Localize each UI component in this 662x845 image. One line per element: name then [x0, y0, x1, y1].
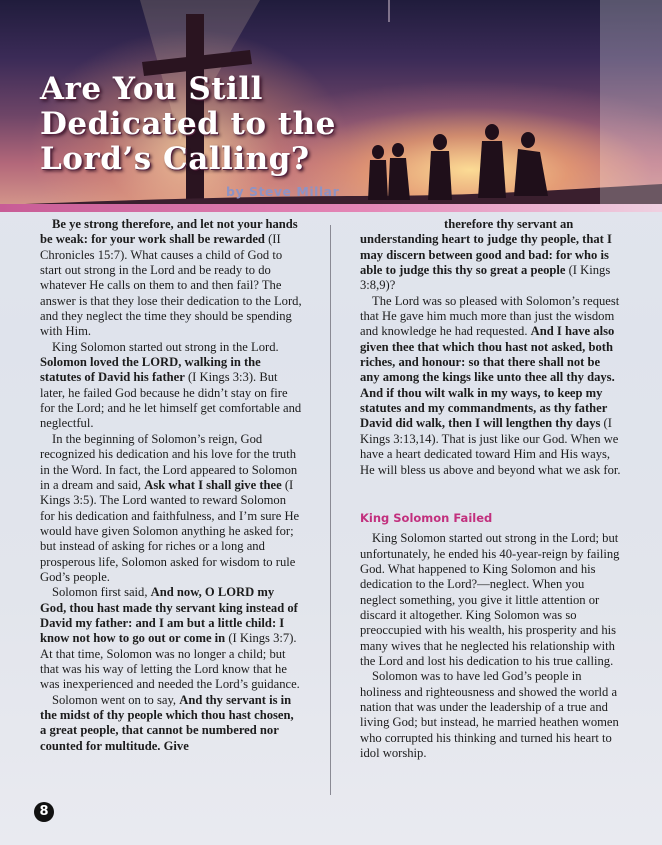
scripture-quote: And now, O LORD my God, thou hast made thy servant king instead of David my father: and I am but a little child: I know not how to go out or come in	[40, 585, 298, 646]
paragraph	[360, 217, 622, 294]
body-text: King Solomon started out strong in the Lord.	[52, 339, 279, 354]
paragraph	[360, 294, 622, 478]
page-number: 8	[34, 802, 54, 822]
scripture-quote: Ask what I shall give thee	[144, 477, 282, 492]
scripture-quote: And I have also given thee that which thou hast not asked, both riches, and honour: so that there shall not be any among the kings like unto thee all thy days. And if thou wilt walk in my ways, to keep my statutes and my commandments, as thy father David did walk, then I will lengthen thy days	[360, 324, 615, 431]
paragraph	[360, 531, 622, 669]
body-text: (I Kings 3:8,9)?	[360, 263, 611, 293]
body-text: In the beginning of Solomon’s reign, God recognized his dedication and his love for the truth in the Word. In fact, the Lord appeared to Solomon in a dream and said,	[40, 431, 298, 492]
section-subheading: King Solomon Failed	[360, 510, 493, 525]
right-column	[360, 217, 622, 761]
body-text: (I Kings 3:5). The Lord wanted to reward Solomon for his dedication and faithfulness, and I’m sure He would have given Solomon anything he asked for; but instead of asking for riches or a long and prosperous life, Solomon asked for wisdom to rule God’s people.	[40, 477, 300, 584]
paragraph	[40, 585, 302, 692]
body-text: King Solomon started out strong in the Lord; but unfortunately, he ended his 40-year-reign by failing God. What happened to King Solomon and his dedication to the Lord?—neglect. When you neglect something, you give it little attention or discard it altogether. King Solomon was so preoccupied with his wealth, his prosperity and his many wives that he neglected his relationship with the Lord and lost his dedication to his true calling.	[360, 531, 620, 668]
body-text: Solomon went on to say,	[52, 692, 180, 707]
paragraph	[40, 217, 302, 340]
pink-stripe	[0, 204, 662, 212]
right-column-top	[360, 217, 622, 478]
body-text: (I Kings 3:3). But later, he failed God because he didn’t stay on fire for the Lord; and he let himself get comfortable and neglectful.	[40, 370, 302, 431]
scripture-quote: Be ye strong therefore, and let not your hands be weak: for your work shall be rewarded	[40, 217, 298, 247]
paragraph	[360, 669, 622, 761]
body-text: (II Chronicles 15:7). What causes a child of God to start out strong in the Lord and be ready to do whatever He calls on them to and then fail? The answer is that they lose their dedication to the Lord, and they neglect the time they should be spending with Him.	[40, 232, 302, 339]
column-divider	[330, 225, 331, 795]
scripture-quote: And thy servant is in the midst of thy people which thou hast chosen, a great people, that cannot be numbered nor counted for multitude. Give	[40, 692, 294, 753]
byline: by Steve Millar	[226, 184, 340, 199]
article-title	[40, 72, 400, 177]
scripture-quote: therefore thy servant an understanding heart to judge thy people, that I may discern between good and bad: for who is able to judge this thy so great a people	[360, 217, 612, 278]
right-haze	[600, 0, 662, 210]
body-text: The Lord was so pleased with Solomon’s request that He gave him much more than just the wisdom and knowledge he had requested.	[360, 293, 620, 339]
right-column-bottom	[360, 531, 622, 761]
paragraph	[40, 432, 302, 585]
header-banner	[0, 0, 662, 210]
title-line: Dedicated to the	[40, 106, 336, 142]
body-text: Solomon first said,	[52, 585, 151, 600]
title-line: Lord’s Calling?	[40, 141, 310, 177]
left-column	[40, 217, 302, 754]
title-line: Are You Still	[40, 71, 263, 107]
paragraph	[40, 340, 302, 432]
scripture-quote: Solomon loved the LORD, walking in the statutes of David his father	[40, 355, 261, 385]
body-text: Solomon was to have led God’s people in holiness and righteousness and showed the world a nation that was under the leadership of a true and living God; but instead, he married heathen women who corrupted his thinking and turned his heart to idol worship.	[360, 669, 619, 760]
body-text: (I Kings 3:7). At that time, Solomon was no longer a child; but that was his way of letting the Lord know that he was inexperienced and needed the Lord’s guidance.	[40, 631, 300, 692]
paragraph	[40, 693, 302, 754]
body-text: (I Kings 3:13,14). That is just like our God. When we have a heart dedicated toward Him and His ways, He will bless us above and beyond what we ask for.	[360, 416, 621, 477]
